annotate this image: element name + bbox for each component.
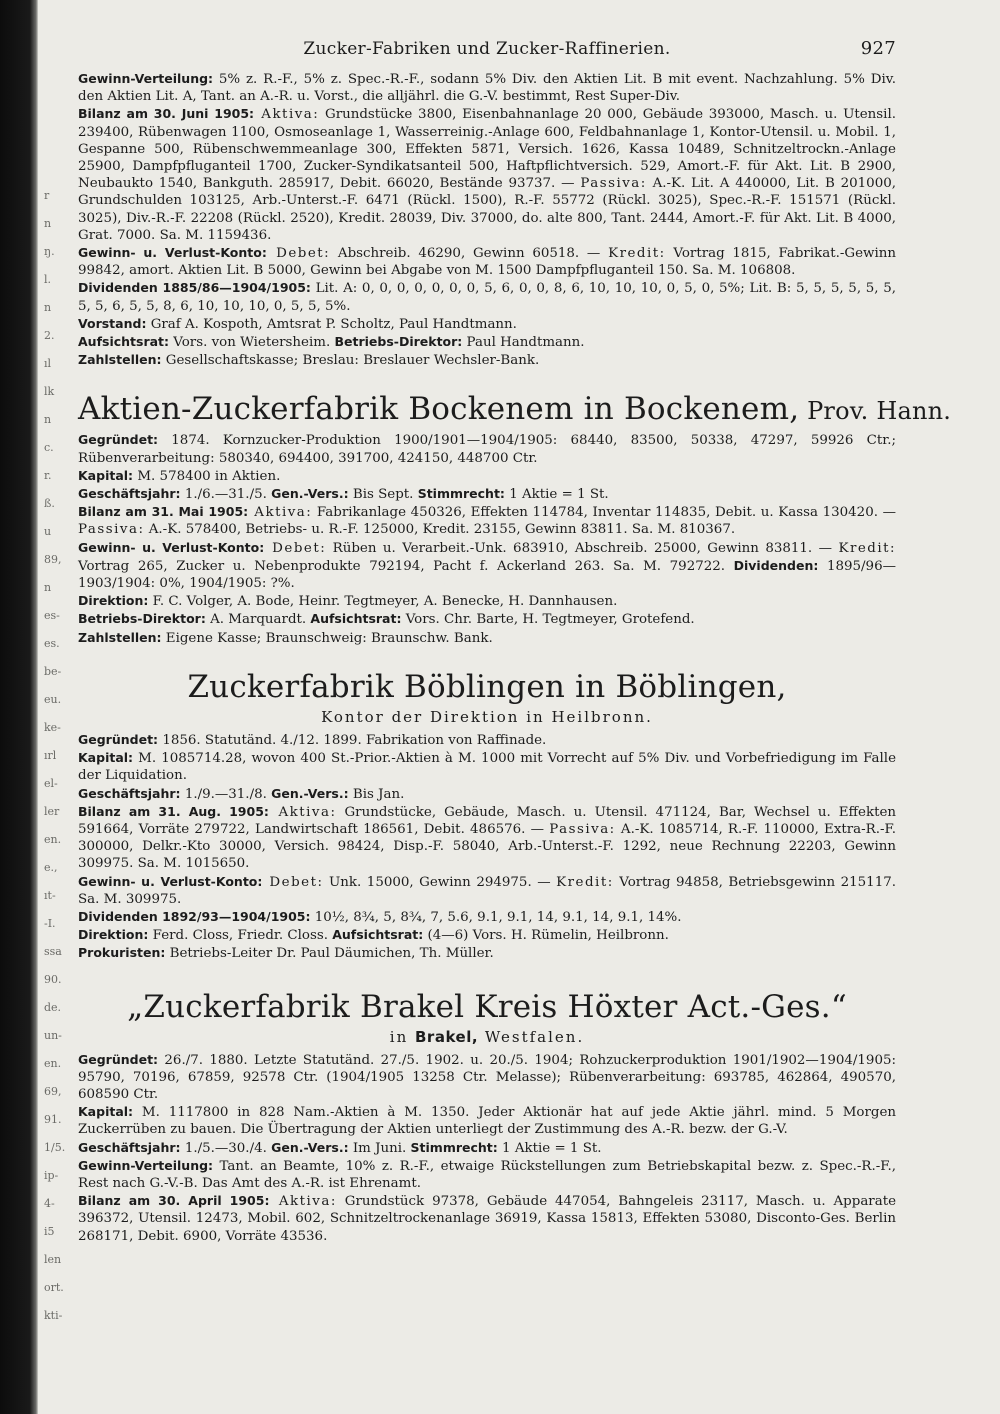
field-text: Grundstück 97378, Gebäude 447054, Bahngeleis 23117, Masch. u. Apparate 396372, Utensil. 12473, Mobil. 602, Schnitzeltrockenanlage 36919, Kassa 15813, Effekten 53080, Disconto-Ges. Berlin 268171, Debit. 6900, Vorräte 43536. bbox=[78, 1194, 896, 1244]
spaced-label: Aktiva: bbox=[248, 505, 313, 521]
field-label: Stimmrecht: bbox=[410, 1139, 498, 1155]
entry-paragraph bbox=[78, 749, 896, 784]
section-boeblingen bbox=[78, 731, 896, 963]
field-text: (4—6) Vors. H. Rümelin, Heilbronn. bbox=[423, 928, 669, 944]
margin-fragment: len bbox=[44, 1253, 62, 1266]
margin-fragment: i5 bbox=[44, 1225, 55, 1238]
entry-paragraph bbox=[78, 944, 896, 962]
section-previous-company bbox=[78, 70, 896, 369]
field-text: M. 1085714.28, wovon 400 St.-Prior.-Aktien à M. 1000 mit Vorrecht auf 5% Div. und Vorbefriedigung im Falle der Liquidation. bbox=[78, 751, 896, 784]
entry-paragraph bbox=[78, 1139, 896, 1157]
field-text: Vortrag 1815, Fabrikat.-Gewinn 99842, amort. Aktien Lit. B 5000, Gewinn bei Abgabe von M. 1500 Dampfpfluganteil 150. Sa. M. 106808. bbox=[78, 246, 896, 279]
entry-paragraph bbox=[78, 70, 896, 105]
field-label: Stimmrecht: bbox=[417, 486, 505, 502]
field-label: Kapital: bbox=[78, 1104, 134, 1120]
field-label: Bilanz am 31. Mai 1905: bbox=[78, 504, 249, 520]
field-label: Gegründet: bbox=[78, 1051, 159, 1067]
margin-fragment: en. bbox=[44, 833, 62, 846]
margin-fragment: n bbox=[44, 413, 52, 426]
subtitle-region: Westfalen. bbox=[478, 1027, 585, 1046]
margin-fragment: un- bbox=[44, 1029, 62, 1042]
entry-paragraph bbox=[78, 731, 896, 749]
entry-paragraph bbox=[78, 592, 896, 610]
field-label: Aufsichtsrat: bbox=[78, 334, 170, 350]
field-text: Abschreib. 46290, Gewinn 60518. — bbox=[330, 246, 609, 262]
field-text: 1856. Statutänd. 4./12. 1899. Fabrikation von Raffinade. bbox=[158, 732, 547, 748]
margin-fragment: n bbox=[44, 581, 52, 594]
margin-fragment: 1/5. bbox=[44, 1141, 66, 1154]
field-text: 1./5.—30./4. bbox=[180, 1140, 272, 1156]
field-label: Direktion: bbox=[78, 593, 149, 609]
margin-fragment: n bbox=[44, 301, 52, 314]
spaced-label: Aktiva: bbox=[268, 804, 337, 820]
field-label: Aufsichtsrat: bbox=[332, 927, 424, 943]
section-bockenem bbox=[78, 431, 896, 646]
margin-fragment: kti- bbox=[44, 1309, 63, 1322]
field-text: 1895/96—1903/1904: 0%, 1904/1905: ?%. bbox=[78, 558, 896, 592]
field-label: Vorstand: bbox=[78, 315, 147, 331]
entry-paragraph bbox=[78, 279, 896, 314]
entry-paragraph bbox=[78, 785, 896, 803]
field-label: Gewinn-Verteilung: bbox=[78, 1157, 214, 1173]
margin-fragment: ırl bbox=[44, 749, 57, 762]
margin-fragment: c. bbox=[44, 441, 54, 454]
margin-fragment: es. bbox=[44, 637, 60, 650]
field-text: Gesellschaftskasse; Breslau: Breslauer Wechsler-Bank. bbox=[161, 353, 540, 369]
field-label: Betriebs-Direktor: bbox=[334, 334, 463, 350]
field-text: A. Marquardt. bbox=[205, 612, 311, 628]
margin-fragment: el- bbox=[44, 777, 58, 790]
field-label: Geschäftsjahr: bbox=[78, 785, 181, 801]
company-name: „Zuckerfabrik Brakel Kreis Höxter Act.-Ges.“ bbox=[127, 988, 847, 1025]
book-spine-shadow bbox=[0, 0, 38, 1414]
section-brakel bbox=[78, 1051, 896, 1245]
field-text: Unk. 15000, Gewinn 294975. — bbox=[323, 874, 557, 890]
margin-fragment: -I. bbox=[44, 917, 56, 930]
spaced-label: Passiva: bbox=[580, 176, 647, 192]
spaced-label: Kredit: bbox=[608, 246, 666, 262]
title-brakel bbox=[78, 989, 896, 1025]
margin-fragment: en. bbox=[44, 1057, 62, 1070]
field-label: Dividenden: bbox=[733, 557, 819, 573]
field-label: Zahlstellen: bbox=[78, 629, 162, 645]
entry-paragraph bbox=[78, 629, 896, 647]
field-label: Direktion: bbox=[78, 927, 149, 943]
field-label: Gen.-Vers.: bbox=[271, 1139, 349, 1155]
title-bockenem bbox=[78, 391, 952, 429]
margin-fragment: 89, bbox=[44, 553, 62, 566]
field-label: Gen.-Vers.: bbox=[271, 486, 349, 502]
entry-paragraph bbox=[78, 539, 896, 593]
margin-fragment: 90. bbox=[44, 973, 62, 986]
field-text: Vortrag 265, Zucker u. Nebenprodukte 792194, Pacht f. Ackerland 263. Sa. M. 792722. bbox=[78, 558, 734, 574]
running-head bbox=[78, 34, 896, 64]
page-number: 927 bbox=[860, 38, 896, 59]
spaced-label: Kredit: bbox=[838, 540, 897, 556]
field-label: Gewinn-Verteilung: bbox=[78, 71, 214, 86]
field-label: Dividenden 1892/93—1904/1905: bbox=[78, 908, 311, 924]
field-text: Fabrikanlage 450326, Effekten 114784, Inventar 114835, Debit. u. Kassa 130420. — bbox=[312, 505, 896, 521]
running-head-title: Zucker-Fabriken und Zucker-Raffinerien. bbox=[303, 39, 671, 59]
field-text: 26./7. 1880. Letzte Statutänd. 27./5. 1902. u. 20./5. 1904; Rohzuckerproduktion 1901/1902—1904/1905: 95790, 70196, 67859, 92578 Ctr. (1904/1905 13258 Ctr. Melasse); Rübenverarbeitung: 693785, 462864, 490570, 608590 Ctr. bbox=[78, 1052, 896, 1102]
entry-paragraph bbox=[78, 926, 896, 944]
entry-paragraph bbox=[78, 485, 896, 503]
field-label: Zahlstellen: bbox=[78, 352, 162, 368]
margin-fragment: ıl bbox=[44, 357, 52, 370]
margin-fragment: eu. bbox=[44, 693, 62, 706]
field-text: Lit. A: 0, 0, 0, 0, 0, 0, 0, 5, 6, 0, 0, 8, 6, 10, 10, 10, 0, 5, 0, 5%; Lit. B: 5, 5, 5, 5, 5, 5, 5, 5, 6, 5, 5, 8, 6, 10, 10, 10, 0, 5, 5, 5%. bbox=[78, 281, 896, 314]
entry-paragraph bbox=[78, 105, 896, 244]
field-text: 1 Aktie = 1 St. bbox=[504, 487, 609, 503]
entry-paragraph bbox=[78, 610, 896, 628]
spaced-label: Kredit: bbox=[556, 874, 614, 890]
margin-fragment: ip- bbox=[44, 1169, 59, 1182]
entry-paragraph bbox=[78, 908, 896, 926]
margin-fragment: ß. bbox=[44, 497, 55, 510]
margin-fragment: ŋ. bbox=[44, 245, 55, 258]
margin-fragment: ler bbox=[44, 805, 60, 818]
margin-fragment: u bbox=[44, 525, 52, 538]
field-label: Kapital: bbox=[78, 750, 134, 766]
field-label: Gewinn- u. Verlust-Konto: bbox=[78, 873, 263, 889]
field-text: Im Juni. bbox=[348, 1140, 411, 1156]
field-text: Ferd. Closs, Friedr. Closs. bbox=[148, 928, 333, 944]
company-province: Prov. Hann. bbox=[799, 397, 952, 426]
subtitle-boeblingen: Kontor der Direktion in Heilbronn. bbox=[321, 707, 653, 726]
subtitle-town: Brakel, bbox=[415, 1027, 479, 1046]
field-label: Dividenden 1885/86—1904/1905: bbox=[78, 280, 311, 296]
margin-fragment: l. bbox=[44, 273, 52, 286]
field-text: Bis Jan. bbox=[348, 786, 405, 802]
field-text: Rüben u. Verarbeit.-Unk. 683910, Abschreib. 25000, Gewinn 83811. — bbox=[326, 540, 839, 556]
field-text: Vors. Chr. Barte, H. Tegtmeyer, Grotefend. bbox=[401, 612, 695, 628]
spaced-label: Debet: bbox=[266, 246, 331, 262]
entry-paragraph bbox=[78, 1051, 896, 1104]
spaced-label: Passiva: bbox=[549, 821, 616, 837]
entry-paragraph bbox=[78, 503, 896, 538]
spaced-label: Debet: bbox=[262, 874, 324, 890]
company-name: Zuckerfabrik Böblingen in Böblingen, bbox=[187, 668, 787, 705]
entry-paragraph bbox=[78, 1103, 896, 1138]
field-text: 5% z. R.-F., 5% z. Spec.-R.-F., sodann 5% Div. den Aktien Lit. B mit event. Nachzahlung. 5% Div. den Aktien Lit. A, Tant. an A.-R. u. Vorst., die alljährl. die G.-V. bestimmt, Rest Super-Div. bbox=[78, 72, 896, 105]
field-label: Geschäftsjahr: bbox=[78, 1139, 181, 1155]
field-text: Graf A. Kospoth, Amtsrat P. Scholtz, Paul Handtmann. bbox=[146, 316, 517, 332]
field-text: A.-K. 578400, Betriebs- u. R.-F. 125000, Kredit. 23155, Gewinn 83811. Sa. M. 810367. bbox=[144, 522, 736, 538]
field-text: Grundstücke 3800, Eisenbahnanlage 20 000, Gebäude 393000, Masch. u. Utensil. 239400, Rübenwagen 1100, Osmoseanlage 1, Wasserreinig.-Anlage 600, Feldbahnanlage 1, Kontor-Utensil. u. Mobil. 1, Gespanne 500, Rübenschwemmeanlage 300, Effekten 5871, Versich. 1626, Kassa 10489, Schnitzeltrockn.-Anlage 25900, Dampfpfluganteil 1700, Zucker-Syndikatsanteil 500, Haftpflichtversich. 529, Amort.-F. für Akt. Lit. B 2900, Neubaukto 1540, Bankguth. 285917, Debit. 66020, Bestände 93737. — bbox=[78, 107, 896, 192]
margin-fragment: es- bbox=[44, 609, 60, 622]
entry-paragraph bbox=[78, 1157, 896, 1192]
margin-fragment: ort. bbox=[44, 1281, 64, 1294]
entry-paragraph bbox=[78, 803, 896, 873]
entry-paragraph bbox=[78, 1192, 896, 1245]
entry-paragraph bbox=[78, 873, 896, 908]
margin-fragment: be- bbox=[44, 665, 62, 678]
field-text: Betriebs-Leiter Dr. Paul Däumichen, Th. Müller. bbox=[165, 946, 494, 962]
spaced-label: Passiva: bbox=[78, 522, 145, 538]
margin-fragment: ıt- bbox=[44, 889, 56, 902]
field-text: Paul Handtmann. bbox=[462, 335, 585, 351]
field-text: Eigene Kasse; Braunschweig: Braunschw. Bank. bbox=[161, 630, 493, 646]
entry-paragraph bbox=[78, 431, 896, 466]
field-label: Prokuristen: bbox=[78, 945, 166, 961]
field-label: Betriebs-Direktor: bbox=[78, 611, 206, 627]
field-text: 1./9.—31./8. bbox=[180, 786, 272, 802]
title-boeblingen bbox=[78, 669, 896, 705]
entry-paragraph bbox=[78, 467, 896, 485]
field-label: Bilanz am 30. Juni 1905: bbox=[78, 106, 255, 122]
entry-paragraph bbox=[78, 244, 896, 279]
margin-fragment: 2. bbox=[44, 329, 55, 342]
field-label: Aufsichtsrat: bbox=[310, 611, 402, 627]
margin-fragment: e., bbox=[44, 861, 58, 874]
field-text: M. 1117800 in 828 Nam.-Aktien à M. 1350. Jeder Aktionär hat auf jede Aktie jährl. mind. 5 Morgen Zuckerrüben zu bauen. Die Übertragung der Aktien unterliegt der Zustimmung des A.-R. bezw. der G.-V. bbox=[78, 1105, 896, 1138]
field-text: 1./6.—31./5. bbox=[180, 487, 272, 503]
entry-paragraph bbox=[78, 333, 896, 351]
field-label: Gegründet: bbox=[78, 432, 159, 448]
subtitle-brakel bbox=[78, 1027, 896, 1047]
field-text: Vors. von Wietersheim. bbox=[169, 335, 335, 351]
spaced-label: Aktiva: bbox=[254, 107, 320, 123]
field-text: M. 578400 in Aktien. bbox=[133, 468, 281, 484]
field-text: Vortrag 94858, Betriebsgewinn 215117. Sa. M. 309975. bbox=[78, 874, 896, 907]
field-label: Gewinn- u. Verlust-Konto: bbox=[78, 245, 267, 261]
margin-fragment: lk bbox=[44, 385, 55, 398]
field-text: 1874. Kornzucker-Produktion 1900/1901—1904/1905: 68440, 83500, 50338, 47297, 59926 Ctr.; Rübenverarbeitung: 580340, 694400, 391700, 424150, 448700 Ctr. bbox=[78, 433, 896, 466]
margin-fragment: 69, bbox=[44, 1085, 62, 1098]
field-text: F. C. Volger, A. Bode, Heinr. Tegtmeyer, A. Benecke, H. Dannhausen. bbox=[148, 594, 618, 610]
margin-fragment: ssa bbox=[44, 945, 62, 958]
margin-fragment: r bbox=[44, 189, 50, 202]
field-label: Bilanz am 31. Aug. 1905: bbox=[78, 803, 269, 819]
field-label: Gegründet: bbox=[78, 731, 159, 747]
margin-fragment: 91. bbox=[44, 1113, 62, 1126]
spaced-label: Aktiva: bbox=[269, 1194, 337, 1210]
field-text: Grundstücke, Gebäude, Masch. u. Utensil. 471124, Bar, Wechsel u. Effekten 591664, Vorräte 279722, Landwirtschaft 186561, Debit. 486576. — bbox=[78, 804, 897, 837]
field-text: A.-K. 1085714, R.-F. 110000, Extra-R.-F. 300000, Delkr.-Kto 30000, Versich. 98424, Disp.-F. 58040, Arb.-Unterst.-F. 1292, neue Rechnung 22203, Gewinn 309975. Sa. M. 1015650. bbox=[78, 821, 896, 872]
field-text: 10½, 8¾, 5, 8¾, 7, 5.6, 9.1, 9.1, 14, 9.1, 14, 9.1, 14%. bbox=[310, 909, 682, 925]
margin-fragment: ke- bbox=[44, 721, 61, 734]
page bbox=[78, 34, 952, 1245]
margin-fragment: 4- bbox=[44, 1197, 55, 1210]
field-text: A.-K. Lit. A 440000, Lit. B 201000, Grundschulden 103125, Arb.-Unterst.-F. 6471 (Rückl. 1500), R.-F. 55772 (Rückl. 3025), Spec.-R.-F. 151571 (Rückl. 3025), Div.-R.-F. 22208 (Rückl. 2520), Kredit. 28039, Div. 37000, do. alte 800, Tant. 2444, Amort.-F. für Akt. Lit. B 4000, Grat. 7000. Sa. M. 1159436. bbox=[78, 176, 896, 243]
field-text: 1 Aktie = 1 St. bbox=[497, 1140, 602, 1156]
adjacent-page-margin bbox=[40, 0, 68, 1414]
company-name: Aktien-Zuckerfabrik Bockenem in Bockenem, bbox=[78, 391, 800, 428]
margin-fragment: n bbox=[44, 217, 52, 230]
spaced-label: Debet: bbox=[264, 540, 327, 556]
margin-fragment: r. bbox=[44, 469, 52, 482]
field-label: Geschäftsjahr: bbox=[78, 486, 181, 502]
entry-paragraph bbox=[78, 315, 896, 333]
field-label: Gen.-Vers.: bbox=[271, 785, 349, 801]
field-text: Tant. an Beamte, 10% z. R.-F., etwaige Rückstellungen zum Betriebskapital bezw. z. Spec.-R.-F., Rest nach G.-V.-B. Das Amt des A.-R. ist Ehrenamt. bbox=[78, 1158, 896, 1191]
field-text: Bis Sept. bbox=[348, 487, 418, 503]
field-label: Gewinn- u. Verlust-Konto: bbox=[78, 539, 265, 555]
entry-paragraph bbox=[78, 351, 896, 369]
margin-fragment: de. bbox=[44, 1001, 62, 1014]
field-label: Bilanz am 30. April 1905: bbox=[78, 1193, 270, 1209]
subtitle-pre: in bbox=[389, 1027, 415, 1046]
field-label: Kapital: bbox=[78, 467, 134, 483]
